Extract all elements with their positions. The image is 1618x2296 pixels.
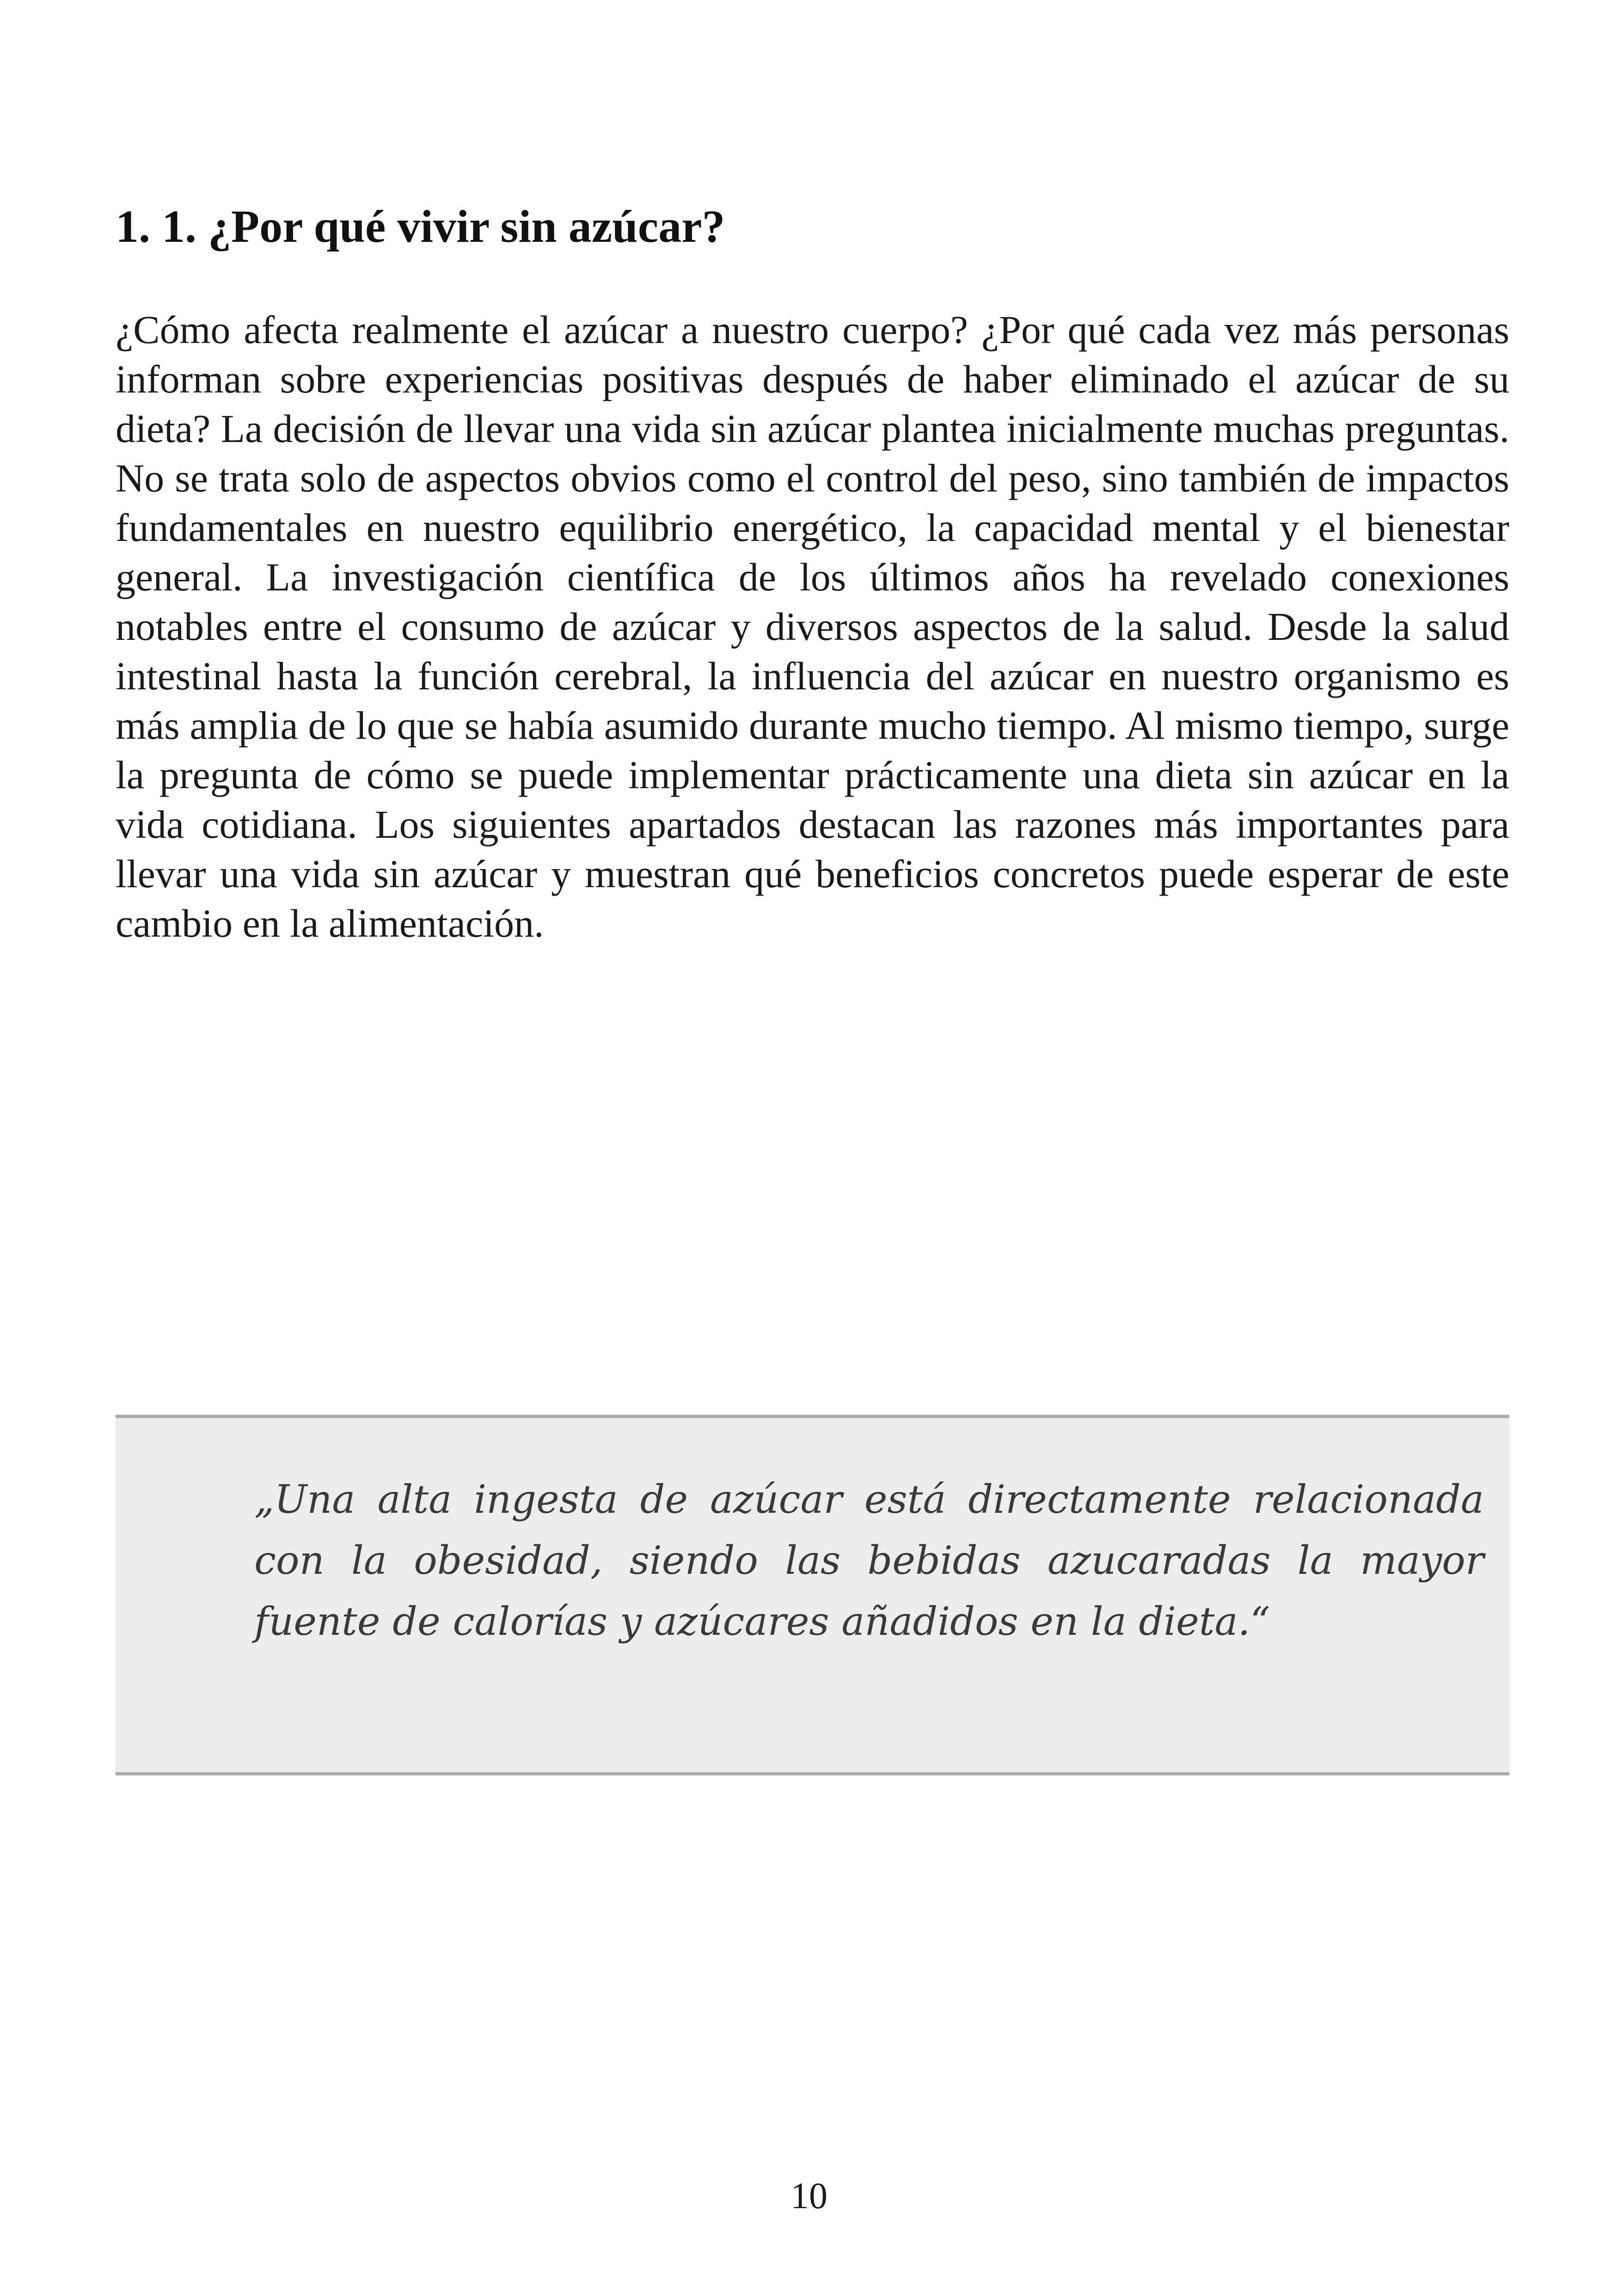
body-paragraph: ¿Cómo afecta realmente el azúcar a nuestro cuerpo? ¿Por qué cada vez más personas informan sobre experiencias positivas después de haber eliminado el azúcar de su dieta? La decisión de llevar una vida sin azúcar plantea inicialmente muchas preguntas. No se trata solo de aspectos obvios como el control del peso, sino también de impactos fundamentales en nuestro equilibrio energético, la capacidad mental y el bienestar general. La investigación científica de los últimos años ha revelado conexiones notables entre el consumo de azúcar y diversos aspectos de la salud. Desde la salud intestinal hasta la función cerebral, la influencia del azúcar en nuestro organismo es más amplia de lo que se había asumido durante mucho tiempo. Al mismo tiempo, surge la pregunta de cómo se puede implementar prácticamente una dieta sin azúcar en la vida cotidiana. Los siguientes apartados destacan las razones más importantes para llevar una vida sin azúcar y muestran qué beneficios concretos puede esperar de este cambio en la alimentación.	[116, 307, 1509, 945]
page-number: 10	[791, 2176, 827, 2216]
section-heading: 1. 1. ¿Por qué vivir sin azúcar?	[116, 201, 725, 252]
quote-box	[116, 1415, 1509, 1775]
quote-text: „Una alta ingesta de azúcar está directamente relacionada con la obesidad, siendo las bebidas azucaradas la mayor fuente de calorías y azúcares añadidos en la dieta.“	[254, 1477, 1484, 1644]
